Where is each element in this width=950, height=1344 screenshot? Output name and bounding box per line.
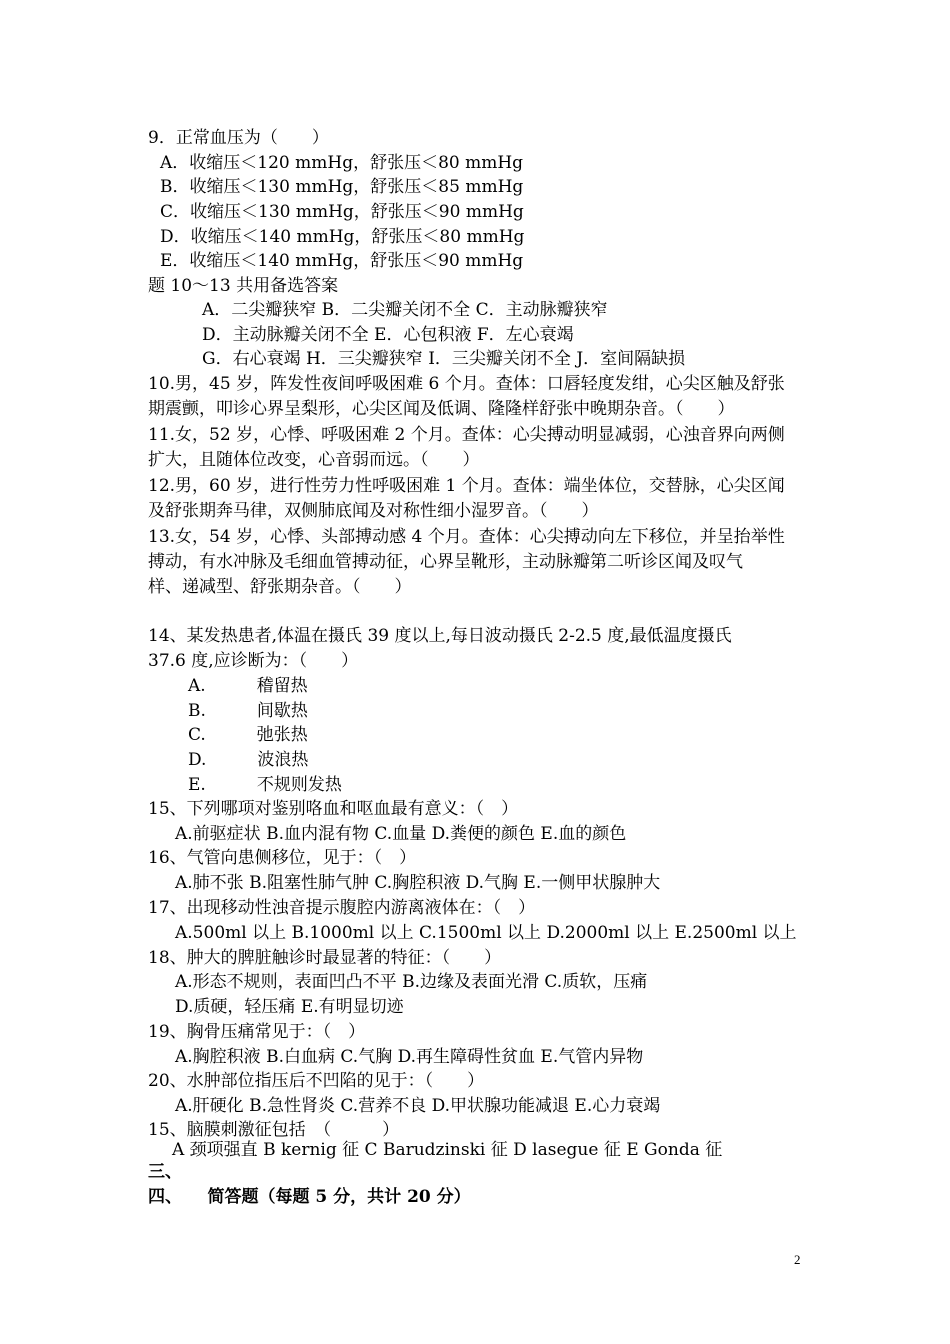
question-12-cont: 及舒张期奔马律，双侧肺底闻及对称性细小湿罗音。（ ） [148,501,599,521]
section-four-heading: 四、 简答题（每题 5 分，共计 20 分） [148,1187,471,1207]
option-line: G．右心衰竭 H．三尖瓣狭窄 I．三尖瓣关闭不全 J．室间隔缺损 [202,349,686,369]
question-12: 12.男，60 岁，进行性劳力性呼吸困难 1 个月。查体：端坐体位，交替脉，心尖区闻 [148,476,785,496]
question-19: 19、胸骨压痛常见于：（ ） [148,1022,366,1042]
option-line: D.质硬，轻压痛 E.有明显切迹 [175,997,404,1017]
option-line: A.肺不张 B.阻塞性肺气肿 C.胸腔积液 D.气胸 E.一侧甲状腺肿大 [175,873,661,893]
option-line: A. 稽留热 [188,676,308,696]
page-number: 2 [794,1252,801,1267]
option-line: A 颈项强直 B kernig 征 C Barudzinski 征 D lasegue 征 E Gonda 征 [172,1140,723,1160]
option-line: A.前驱症状 B.血内混有物 C.血量 D.粪便的颜色 E.血的颜色 [175,824,627,844]
option-line: A.形态不规则，表面凹凸不平 B.边缘及表面光滑 C.质软，压痛 [175,972,648,992]
question-16: 16、气管向患侧移位，见于：（ ） [148,848,417,868]
question-15: 15、下列哪项对鉴别咯血和呕血最有意义：（ ） [148,799,519,819]
option-line: A．收缩压＜120 mmHg，舒张压＜80 mmHg [160,153,524,173]
option-line: A.肝硬化 B.急性肾炎 C.营养不良 D.甲状腺功能减退 E.心力衰竭 [175,1096,661,1116]
option-line: A.胸腔积液 B.白血病 C.气胸 D.再生障碍性贫血 E.气管内异物 [175,1047,644,1067]
section-three-heading: 三、 [148,1162,182,1182]
option-line: C．收缩压＜130 mmHg，舒张压＜90 mmHg [160,202,524,222]
question-10: 10.男，45 岁，阵发性夜间呼吸困难 6 个月。查体：口唇轻度发绀，心尖区触及舒张 [148,374,785,394]
option-line: E．收缩压＜140 mmHg，舒张压＜90 mmHg [160,251,524,271]
question-9: 9．正常血压为（ ） [148,128,329,148]
option-line: D. 波浪热 [188,750,309,770]
question-18: 18、肿大的脾脏触诊时最显著的特征：（ ） [148,948,502,968]
question-11: 11.女，52 岁，心悸、呼吸困难 2 个月。查体：心尖搏动明显减弱，心浊音界向两侧 [148,425,785,445]
option-line: A．二尖瓣狭窄 B．二尖瓣关闭不全 C．主动脉瓣狭窄 [202,300,608,320]
question-15b: 15、脑膜刺激征包括 （ ） [148,1120,400,1140]
question-11-cont: 扩大，且随体位改变，心音弱而远。（ ） [148,450,480,470]
option-line: E. 不规则发热 [188,775,342,795]
question-13-cont: 样、递减型、舒张期杂音。（ ） [148,577,412,597]
option-line: B. 间歇热 [188,701,308,721]
option-line: D．收缩压＜140 mmHg，舒张压＜80 mmHg [160,227,525,247]
option-line: D．主动脉瓣关闭不全 E．心包积液 F．左心衰竭 [202,325,574,345]
question-14-cont: 37.6 度,应诊断为：（ ） [148,651,359,671]
question-20: 20、水肿部位指压后不凹陷的见于：（ ） [148,1071,485,1091]
option-line: B．收缩压＜130 mmHg，舒张压＜85 mmHg [160,177,524,197]
shared-answers-heading: 题 10～13 共用备选答案 [148,276,339,296]
question-14: 14、某发热患者,体温在摄氏 39 度以上,每日波动摄氏 2-2.5 度,最低温度摄氏 [148,626,732,646]
question-10-cont: 期震颤，叩诊心界呈梨形，心尖区闻及低调、隆隆样舒张中晚期杂音。（ ） [148,399,735,419]
question-13-cont: 搏动，有水冲脉及毛细血管搏动征，心界呈靴形，主动脉瓣第二听诊区闻及叹气 [148,552,743,572]
question-17: 17、出现移动性浊音提示腹腔内游离液体在：（ ） [148,898,536,918]
option-line: A.500ml 以上 B.1000ml 以上 C.1500ml 以上 D.2000ml 以上 E.2500ml 以上 [175,923,797,943]
option-line: C. 弛张热 [188,725,308,745]
question-13: 13.女，54 岁，心悸、头部搏动感 4 个月。查体：心尖搏动向左下移位，并呈抬举性 [148,527,785,547]
